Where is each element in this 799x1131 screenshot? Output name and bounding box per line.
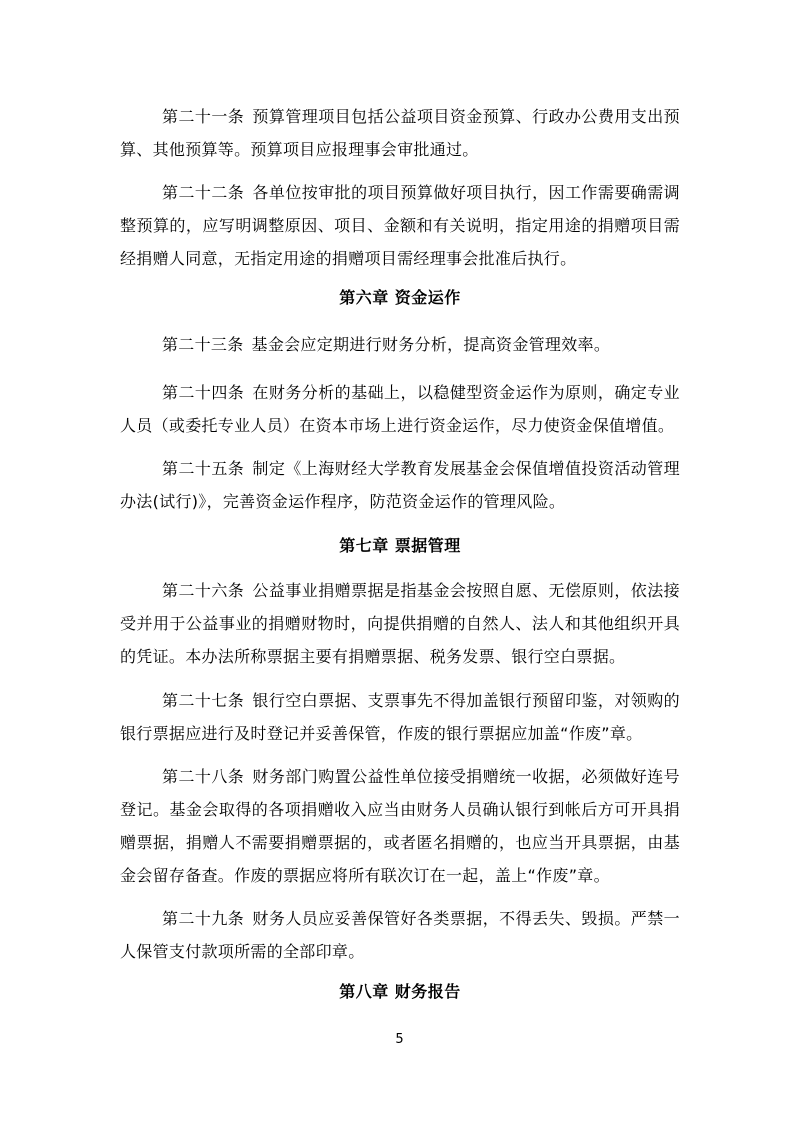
article-22 (120, 176, 680, 275)
article-text: 在财务分析的基础上，以稳健型资金运作为原则，确定专业人员（或委托专业人员）在资本市场上进行资金运作，尽力使资金保值增值。 (120, 383, 680, 435)
article-27 (120, 684, 680, 750)
article-number: 第二十二条 (162, 183, 245, 202)
chapter-7-heading: 第七章 票据管理 (339, 536, 461, 555)
article-text: 银行空白票据、支票事先不得加盖银行预留印鉴，对领购的银行票据应进行及时登记并妥善保管，作废的银行票据应加盖“作废”章。 (120, 691, 680, 743)
article-25 (120, 452, 680, 518)
article-number: 第二十三条 (162, 335, 244, 354)
article-text: 财务人员应妥善保管好各类票据，不得丢失、毁损。严禁一人保管支付款项所需的全部印章。 (120, 909, 680, 961)
article-21 (120, 100, 680, 166)
article-number: 第二十一条 (162, 107, 245, 126)
article-text: 各单位按审批的项目预算做好项目执行，因工作需要确需调整预算的，应写明调整原因、项目、金额和有关说明，指定用途的捐赠项目需经捐赠人同意，无指定用途的捐赠项目需经理事会批准后执行。 (120, 183, 680, 268)
article-number: 第二十八条 (162, 767, 245, 786)
article-text: 基金会应定期进行财务分析，提高资金管理效率。 (251, 335, 611, 354)
article-text: 预算管理项目包括公益项目资金预算、行政办公费用支出预算、其他预算等。预算项目应报理事会审批通过。 (120, 107, 680, 159)
article-number: 第二十六条 (162, 581, 245, 600)
article-number: 第二十七条 (162, 691, 245, 710)
article-number: 第二十九条 (162, 909, 245, 928)
article-29 (120, 902, 680, 968)
chapter-6-heading: 第六章 资金运作 (339, 288, 461, 307)
article-number: 第二十四条 (162, 383, 245, 402)
article-26 (120, 574, 680, 673)
article-23 (120, 328, 680, 361)
article-24 (120, 376, 680, 442)
article-28 (120, 760, 680, 892)
article-text: 公益事业捐赠票据是指基金会按照自愿、无偿原则，依法接受并用于公益事业的捐赠财物时，向提供捐赠的自然人、法人和其他组织开具的凭证。本办法所称票据主要有捐赠票据、税务发票、银行空白票据。 (120, 581, 680, 666)
page-number: 5 (395, 1032, 404, 1047)
article-text: 财务部门购置公益性单位接受捐赠统一收据，必须做好连号登记。基金会取得的各项捐赠收入应当由财务人员确认银行到帐后方可开具捐赠票据，捐赠人不需要捐赠票据的，或者匿名捐赠的，也应当开具票据，由基金会留存备查。作废的票据应将所有联次订在一起，盖上“作废”章。 (120, 767, 680, 885)
article-number: 第二十五条 (162, 459, 245, 478)
article-text: 制定《上海财经大学教育发展基金会保值增值投资活动管理办法(试行)》，完善资金运作程序，防范资金运作的管理风险。 (120, 459, 680, 511)
chapter-8-heading: 第八章 财务报告 (339, 982, 461, 1001)
